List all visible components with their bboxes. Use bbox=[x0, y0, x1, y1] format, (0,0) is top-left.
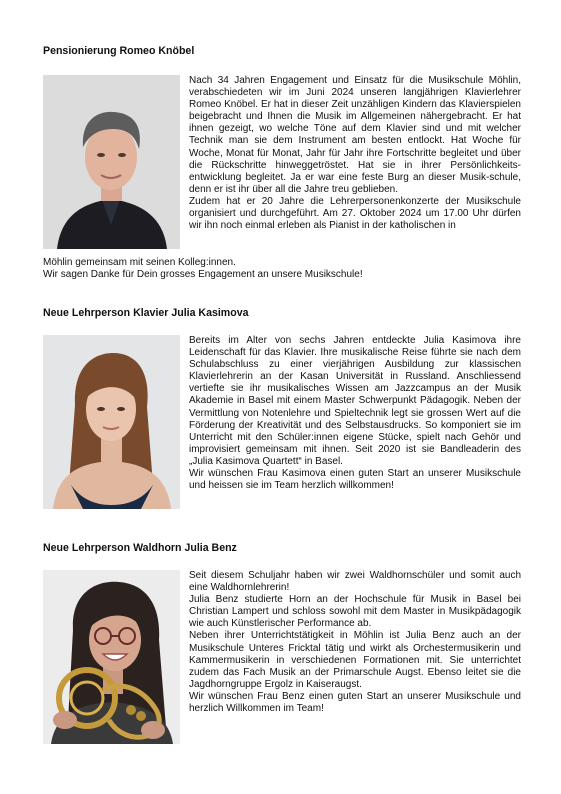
body-paragraph: Wir sagen Danke für Dein grosses Engagement an unsere Musikschule! bbox=[43, 269, 363, 281]
section-heading: Neue Lehrperson Klavier Julia Kasimova bbox=[43, 307, 249, 319]
body-paragraph: Zudem hat er 20 Jahre die Lehrerpersonenkonzerte der Musikschule organisiert und durchgeführt. Am 27. Oktober 2024 um 17.00 Uhr dürfen wir ihn noch einmal erleben als Pianist in der katholischen in bbox=[189, 195, 521, 232]
section-body bbox=[189, 570, 521, 715]
portrait-photo-romeo-knoebel bbox=[43, 75, 180, 249]
body-paragraph: Neben ihrer Unterrichtstätigkeit in Möhlin ist Julia Benz auch an der Musikschule Unteres Fricktal tätig und wirkt als Orchestermusikerin und Kammermusikerin in verschiedenen Formationen mit. Sie unterrichtet zudem das Fach Musik an der Primarschule Augst. Ebenso leitet sie die Jagdhorngruppe Ergolz in Kaiseraugst. bbox=[189, 630, 521, 690]
section-body bbox=[189, 335, 521, 492]
portrait-photo-julia-benz bbox=[43, 570, 180, 744]
section-julia-kasimova bbox=[43, 307, 521, 492]
section-body-full-width bbox=[43, 257, 521, 281]
section-heading: Pensionierung Romeo Knöbel bbox=[43, 45, 195, 57]
body-paragraph: Seit diesem Schuljahr haben wir zwei Waldhornschüler und somit auch eine Waldhornlehrerin! bbox=[189, 570, 521, 594]
body-paragraph: Wir wünschen Frau Benz einen guten Start an unserer Musikschule und herzlich Willkommen im Team! bbox=[189, 690, 521, 715]
body-paragraph: Möhlin gemeinsam mit seinen Kolleg:innen. bbox=[43, 257, 236, 268]
body-paragraph: Nach 34 Jahren Engagement und Einsatz für die Musikschule Möhlin, verabschiedeten wir im Juni 2024 unseren langjährigen Klavierlehrer Romeo Knöbel. Er hat in dieser Zeit unzähligen Kindern das Klavierspielen beigebracht und Ihnen die Musik im Allgemeinen nähergebracht. Er hat ihnen gezeigt, wo welche Töne auf dem Klavier sind und mit welcher Technik man sie dem Instrument am besten entlockt. Hat Woche für Woche, Monat für Monat, Jahr für Jahr ihre Fortschritte begleitet und über die Rückschritte hinweggetröstet. Hat sie in ihrer Persönlichkeits-entwicklung begleitet. Ja er war eine feste Burg an dieser Musik-schule, denn er ist ihr über all die Jahre treu geblieben. bbox=[189, 75, 521, 195]
section-romeo-knoebel bbox=[43, 45, 521, 281]
section-heading: Neue Lehrperson Waldhorn Julia Benz bbox=[43, 542, 237, 554]
body-paragraph: Wir wünschen Frau Kasimova einen guten Start an unserer Musikschule und heissen sie im Team herzlich willkommen! bbox=[189, 468, 521, 492]
portrait-photo-julia-kasimova bbox=[43, 335, 180, 509]
body-paragraph: Bereits im Alter von sechs Jahren entdeckte Julia Kasimova ihre Leidenschaft für das Klavier. Ihre musikalische Reise führte sie nach dem Schulabschluss zu einer vierjährigen Ausbildung zur klassischen Klavierlehrerin an der Kasan Universität in Russland. Anschliessend vertiefte sie ihr musikalisches Wissen am Jazzcampus an der Musik Akademie in Basel mit einem Master Schwerpunkt Pädagogik. Neben der Vermittlung von Notenlehre und Spieltechnik legt sie grossen Wert auf die Förderung der Kreativität und des Selbstausdrucks. So komponiert sie im Unterricht mit den Schüler:innen eigene Stücke, spielt nach Gehör und improvisiert gemeinsam mit ihnen. Seit 2020 ist sie Bandleaderin des „Julia Kasimova Quartett“ in Basel. bbox=[189, 335, 521, 467]
body-paragraph: Julia Benz studierte Horn an der Hochschule für Musik in Basel bei Christian Lampert und schloss sowohl mit dem Master in Musikpädagogik wie auch Künstlerischer Performance ab. bbox=[189, 594, 521, 630]
section-julia-benz bbox=[43, 542, 521, 715]
section-body bbox=[189, 75, 521, 232]
